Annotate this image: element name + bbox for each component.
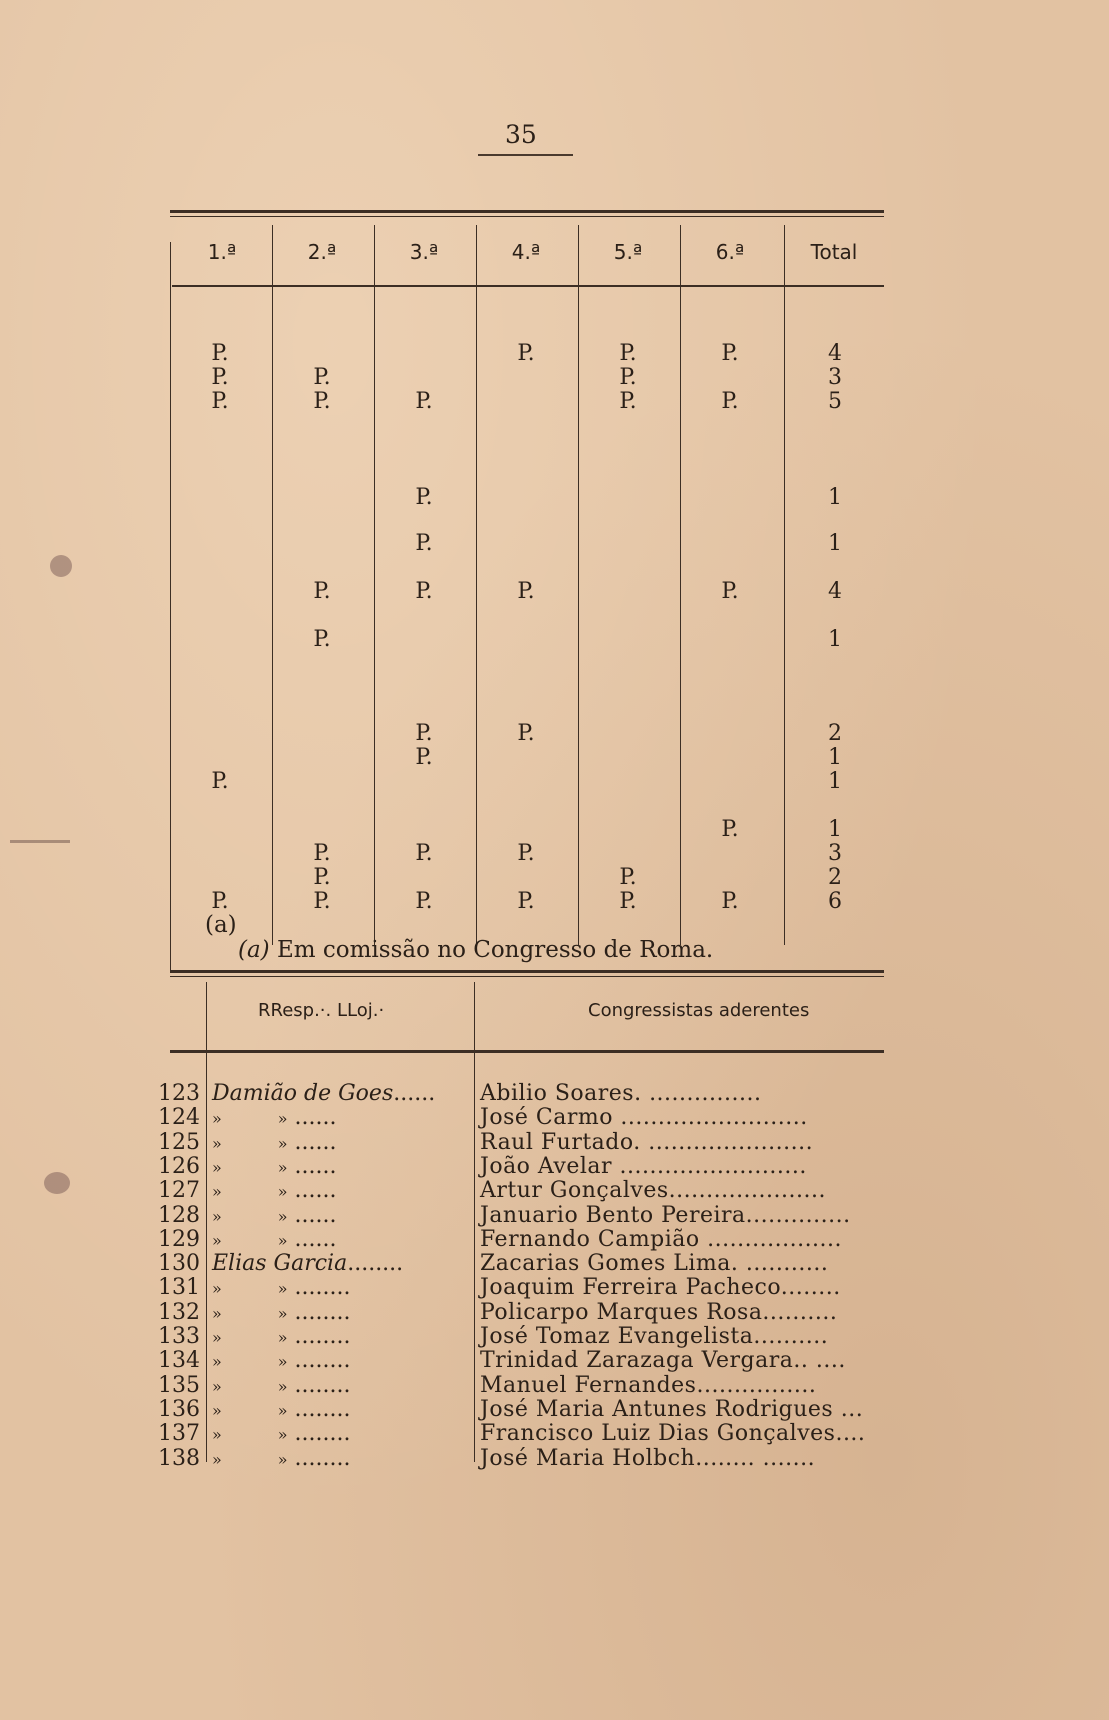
- attendance-cell: P.: [721, 889, 739, 914]
- entry-number: 129: [158, 1226, 200, 1252]
- entry-number: 132: [158, 1299, 200, 1325]
- table-left-border: [170, 242, 171, 970]
- attendance-cell: P.: [313, 579, 331, 604]
- congressist-name: Francisco Luiz Dias Gonçalves....: [480, 1421, 866, 1447]
- entry-number: 133: [158, 1324, 200, 1349]
- attendance-cell: P.: [313, 865, 331, 890]
- column-divider: [476, 225, 477, 945]
- row-total: 6: [828, 889, 842, 914]
- lodge-name-text: » »: [212, 1303, 288, 1323]
- section-header-rule: [170, 1050, 884, 1053]
- attendance-cell: P.: [721, 817, 739, 842]
- lodge-name: [212, 1447, 470, 1472]
- lodge-name: [212, 1106, 470, 1131]
- attendance-cell: P.: [721, 389, 739, 414]
- attendance-cell: P.: [415, 745, 433, 770]
- congressist-name: Fernando Campião ..................: [480, 1226, 843, 1252]
- num-column-divider: [206, 982, 207, 1462]
- column-divider: [680, 225, 681, 945]
- row-total: 1: [828, 531, 842, 556]
- column-divider: [578, 225, 579, 945]
- entry-number: 126: [158, 1153, 200, 1179]
- row-total: 1: [828, 745, 842, 770]
- lodge-name-text: » »: [212, 1449, 288, 1469]
- attendance-cell: P.: [619, 341, 637, 366]
- congressist-name: José Tomaz Evangelista..........: [480, 1324, 829, 1349]
- attendance-cell: P.: [517, 841, 535, 866]
- footnote: [238, 937, 713, 963]
- column-header: 3.ª: [409, 240, 439, 264]
- column-divider: [374, 225, 375, 945]
- footnote-text: Em comissão no Congresso de Roma.: [276, 937, 714, 963]
- column-header: 4.ª: [511, 240, 541, 264]
- lodge-leader-dots: ......: [287, 1202, 337, 1228]
- attendance-cell: P.: [211, 769, 229, 794]
- row-total: 5: [828, 389, 842, 414]
- entry-number: 125: [158, 1129, 200, 1155]
- column-header: 1.ª: [207, 240, 237, 264]
- column-header: 2.ª: [307, 240, 337, 264]
- column-header: Total: [810, 240, 858, 264]
- lodge-name-text: Damião de Goes: [212, 1081, 394, 1106]
- congressist-name: Joaquim Ferreira Pacheco........: [480, 1275, 841, 1301]
- lodge-name: [212, 1325, 470, 1350]
- lodge-leader-dots: ......: [287, 1153, 337, 1179]
- entry-number: 127: [158, 1178, 200, 1204]
- congressist-name: José Maria Antunes Rodrigues ...: [480, 1396, 864, 1422]
- lodge-leader-dots: ........: [287, 1348, 351, 1374]
- attendance-cell: P.: [517, 341, 535, 366]
- entry-number: 130: [158, 1251, 200, 1277]
- lodge-leader-dots: ......: [287, 1226, 337, 1252]
- row-total: 3: [828, 841, 842, 866]
- attendance-cell: P.: [415, 485, 433, 510]
- footnote-marker: (a): [205, 912, 237, 938]
- attendance-cell: P.: [211, 389, 229, 414]
- lodges-header: RResp.·. LLoj.·: [258, 1000, 385, 1021]
- attendance-cell: P.: [721, 579, 739, 604]
- table-top-rule: [170, 210, 884, 217]
- lodge-name: [212, 1301, 470, 1326]
- lodge-name-text: Elias Garcia: [212, 1251, 348, 1277]
- attendance-cell: P.: [415, 531, 433, 556]
- row-total: 2: [828, 865, 842, 890]
- lodge-name: [212, 1082, 470, 1106]
- lodge-name-text: » »: [212, 1400, 288, 1420]
- congressist-name: Januario Bento Pereira..............: [480, 1202, 851, 1228]
- lodge-leader-dots: ........: [287, 1372, 351, 1398]
- lodge-name-text: » »: [212, 1133, 288, 1153]
- row-total: 4: [828, 579, 842, 604]
- stain-mark: [50, 555, 72, 577]
- row-total: 4: [828, 341, 842, 366]
- row-total: 3: [828, 365, 842, 390]
- attendance-cell: P.: [415, 889, 433, 914]
- entry-number: 136: [158, 1396, 200, 1422]
- lodge-name: [212, 1179, 470, 1204]
- congressist-name: Zacarias Gomes Lima. ...........: [480, 1251, 829, 1277]
- lodge-leader-dots: ......: [287, 1178, 337, 1204]
- congressist-name: José Carmo .........................: [480, 1105, 808, 1131]
- lodge-name: [212, 1204, 470, 1229]
- footnote-label: (a): [238, 937, 270, 963]
- lodge-leader-dots: ......: [287, 1105, 337, 1131]
- attendance-cell: P.: [313, 365, 331, 390]
- lodge-name-text: » »: [212, 1157, 288, 1177]
- congressist-name: Trinidad Zarazaga Vergara.. ....: [480, 1348, 846, 1374]
- column-divider: [272, 225, 273, 945]
- entry-number: 135: [158, 1372, 200, 1398]
- row-total: 1: [828, 817, 842, 842]
- row-total: 1: [828, 627, 842, 652]
- column-header: 6.ª: [715, 240, 745, 264]
- lodge-name: [212, 1349, 470, 1374]
- congressist-name: José Maria Holbch........ .......: [480, 1445, 816, 1471]
- entry-number: 138: [158, 1445, 200, 1471]
- entry-number: 134: [158, 1348, 200, 1374]
- entry-number: 137: [158, 1421, 200, 1447]
- stain-mark: [44, 1172, 70, 1194]
- attendance-cell: P.: [313, 627, 331, 652]
- page-number: 35: [505, 120, 537, 149]
- stain-mark: [10, 840, 70, 843]
- lodge-leader-dots: ........: [287, 1445, 351, 1471]
- congressist-name: João Avelar .........................: [480, 1153, 807, 1179]
- attendance-cell: P.: [313, 841, 331, 866]
- congressist-name: Manuel Fernandes................: [480, 1372, 817, 1398]
- attendance-cell: P.: [211, 365, 229, 390]
- table-bottom-rule: [170, 970, 884, 977]
- header-rule: [172, 285, 884, 287]
- lodge-name-text: » »: [212, 1279, 288, 1299]
- attendance-cell: P.: [415, 721, 433, 746]
- row-total: 1: [828, 769, 842, 794]
- attendance-cell: P.: [619, 889, 637, 914]
- row-total: 2: [828, 721, 842, 746]
- attendance-cell: P.: [313, 389, 331, 414]
- lodge-name-text: » »: [212, 1376, 288, 1396]
- lodge-name: [212, 1398, 470, 1423]
- column-header: 5.ª: [613, 240, 643, 264]
- attendance-cell: P.: [415, 841, 433, 866]
- page-number-rule: [478, 154, 573, 156]
- congressist-name: Policarpo Marques Rosa..........: [480, 1299, 838, 1325]
- lodge-leader-dots: ........: [287, 1324, 351, 1349]
- lodge-name-text: » »: [212, 1206, 288, 1226]
- attendance-cell: P.: [415, 389, 433, 414]
- lodge-name-text: » »: [212, 1182, 288, 1202]
- congressist-name: Abilio Soares. ...............: [480, 1081, 762, 1106]
- lodge-name-text: » »: [212, 1230, 288, 1250]
- attendance-cell: P.: [517, 721, 535, 746]
- lodge-name: [212, 1276, 470, 1301]
- lodge-name: [212, 1155, 470, 1180]
- lodge-name-text: » »: [212, 1425, 288, 1445]
- attendance-cell: P.: [211, 889, 229, 914]
- column-divider: [784, 225, 785, 945]
- attendance-cell: P.: [313, 889, 331, 914]
- congressist-name: Raul Furtado. ......................: [480, 1129, 814, 1155]
- lodge-leader-dots: ........: [287, 1299, 351, 1325]
- lodge-name: [212, 1252, 470, 1276]
- attendance-cell: P.: [721, 341, 739, 366]
- congressist-name: Artur Gonçalves.....................: [480, 1178, 826, 1204]
- attendance-cell: P.: [619, 365, 637, 390]
- attendance-cell: P.: [517, 579, 535, 604]
- lodge-name: [212, 1374, 470, 1399]
- row-total: 1: [828, 485, 842, 510]
- entry-number: 124: [158, 1105, 200, 1131]
- congressists-header: Congressistas aderentes: [588, 1000, 810, 1021]
- entry-number: 131: [158, 1275, 200, 1301]
- lodge-column-divider: [474, 982, 475, 1462]
- attendance-cell: P.: [415, 579, 433, 604]
- lodge-name: [212, 1422, 470, 1447]
- lodge-leader-dots: ........: [287, 1396, 351, 1422]
- lodge-name-text: » »: [212, 1352, 288, 1372]
- lodge-name: [212, 1228, 470, 1253]
- lodge-name-text: » »: [212, 1328, 288, 1347]
- attendance-cell: P.: [211, 341, 229, 366]
- attendance-cell: P.: [517, 889, 535, 914]
- lodge-name: [212, 1131, 470, 1156]
- lodge-name-text: » »: [212, 1109, 288, 1129]
- lodge-leader-dots: ......: [287, 1129, 337, 1155]
- entry-number: 123: [158, 1081, 200, 1106]
- lodge-leader-dots: ........: [287, 1421, 351, 1447]
- lodge-leader-dots: ........: [287, 1275, 351, 1301]
- lodge-leader-dots: ........: [347, 1251, 404, 1277]
- lodge-leader-dots: ......: [393, 1081, 436, 1106]
- attendance-cell: P.: [619, 865, 637, 890]
- entry-number: 128: [158, 1202, 200, 1228]
- attendance-cell: P.: [619, 389, 637, 414]
